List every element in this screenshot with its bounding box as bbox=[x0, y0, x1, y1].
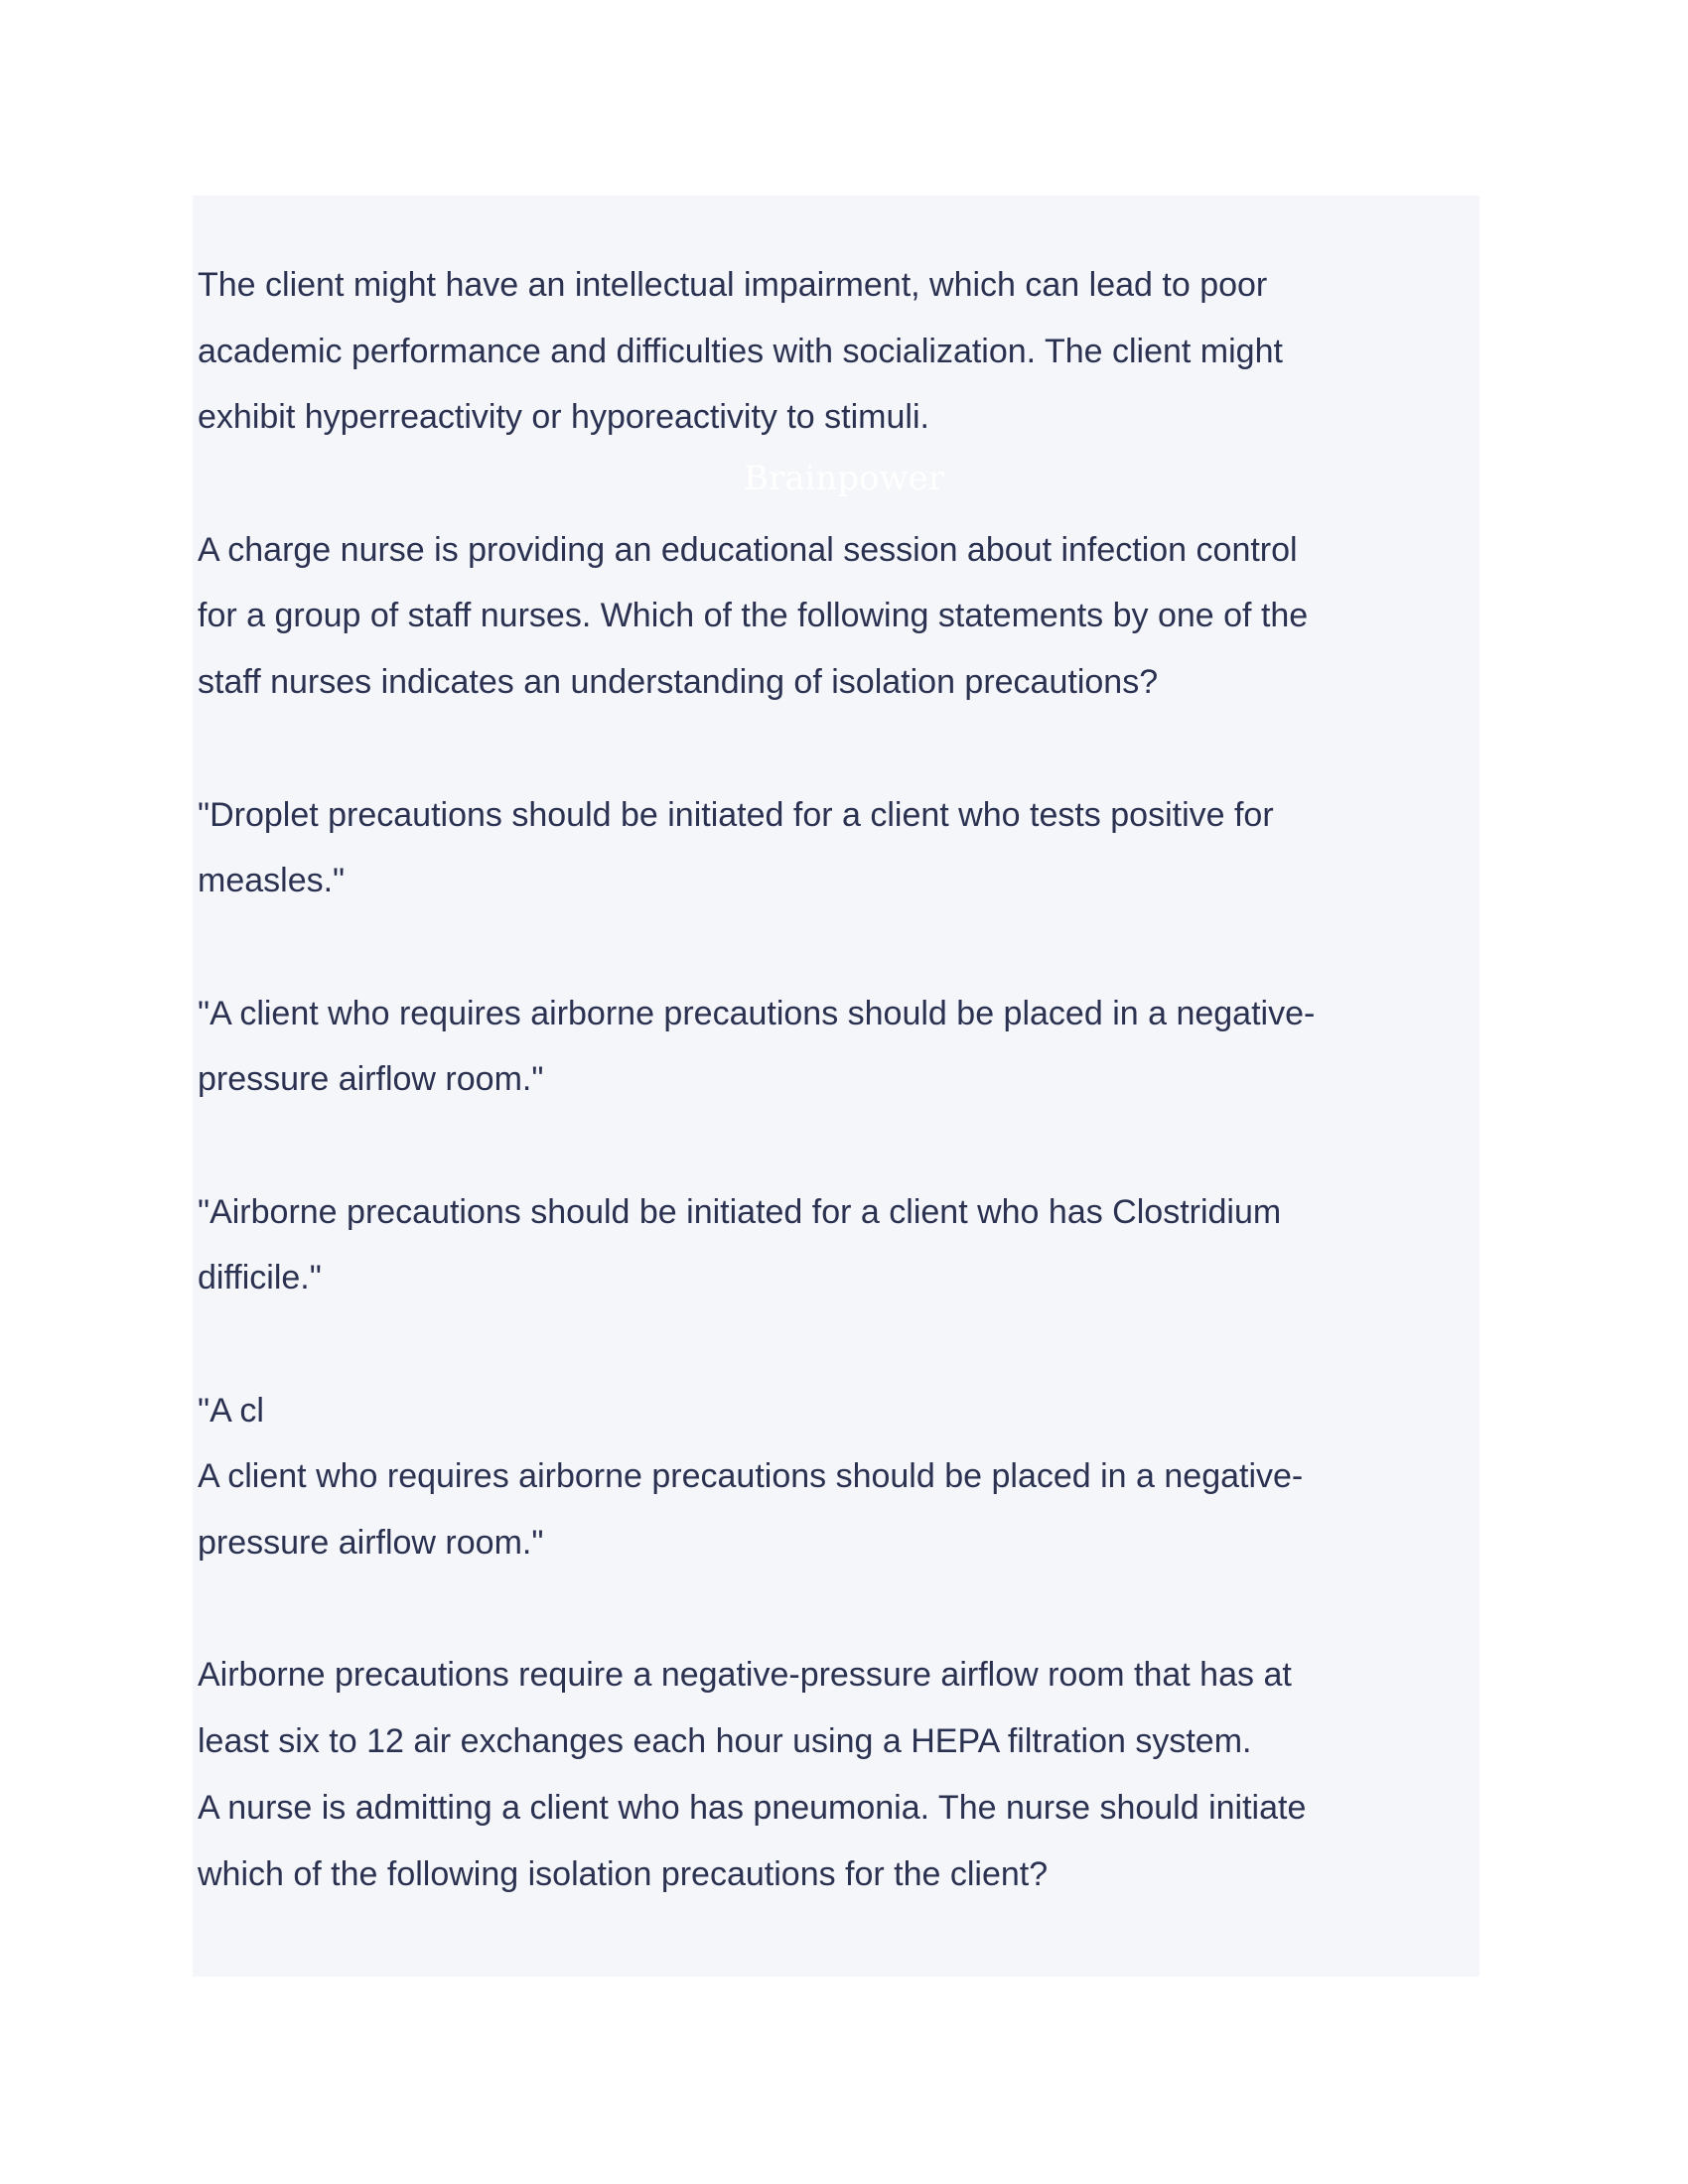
text-line: staff nurses indicates an understanding of isolation precautions? bbox=[198, 663, 1159, 702]
blank-line bbox=[198, 1113, 1478, 1179]
text-line: "Airborne precautions should be initiated for a client who has Clostridium bbox=[198, 1192, 1282, 1231]
blank-line bbox=[198, 1311, 1478, 1378]
text-line: pressure airflow room." bbox=[198, 1060, 544, 1099]
blank-line bbox=[198, 716, 1478, 782]
text-line: least six to 12 air exchanges each hour using a HEPA filtration system. bbox=[198, 1722, 1252, 1761]
text-line: "A client who requires airborne precautions should be placed in a negative- bbox=[198, 994, 1316, 1032]
document-text bbox=[198, 252, 1478, 1907]
blank-line bbox=[198, 451, 1478, 517]
text-line: for a group of staff nurses. Which of the following statements by one of the bbox=[198, 597, 1309, 635]
blank-line bbox=[198, 914, 1478, 981]
text-line: "A cl bbox=[198, 1391, 264, 1430]
watermark: Brainpower bbox=[744, 459, 944, 498]
text-line: A client who requires airborne precautions should be placed in a negative- bbox=[198, 1457, 1304, 1496]
text-line: A nurse is admitting a client who has pneumonia. The nurse should initiate bbox=[198, 1788, 1307, 1827]
text-line: difficile." bbox=[198, 1259, 322, 1297]
text-line: "Droplet precautions should be initiated for a client who tests positive for bbox=[198, 795, 1274, 834]
text-line: A charge nurse is providing an educational session about infection control bbox=[198, 530, 1298, 569]
text-line: academic performance and difficulties with socialization. The client might bbox=[198, 332, 1283, 370]
text-line: Airborne precautions require a negative-pressure airflow room that has at bbox=[198, 1656, 1292, 1695]
text-line: The client might have an intellectual impairment, which can lead to poor bbox=[198, 266, 1268, 304]
text-line: measles." bbox=[198, 862, 346, 900]
blank-line bbox=[198, 1576, 1478, 1643]
text-line: pressure airflow room." bbox=[198, 1524, 544, 1563]
text-line: exhibit hyperreactivity or hyporeactivity to stimuli. bbox=[198, 398, 929, 437]
text-line: which of the following isolation precautions for the client? bbox=[198, 1854, 1049, 1893]
